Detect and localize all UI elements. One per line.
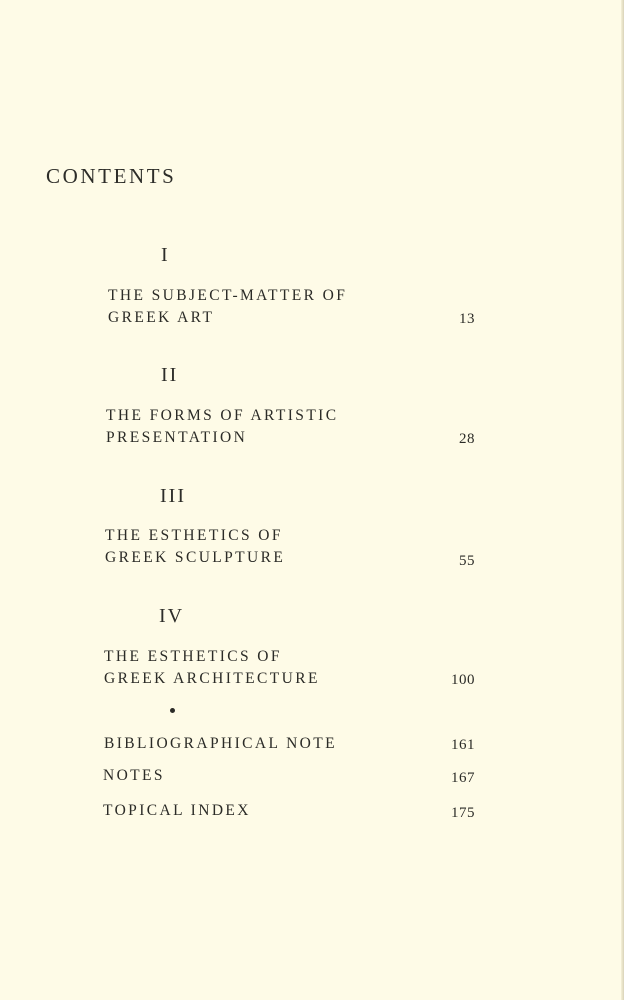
back-matter-title: TOPICAL INDEX bbox=[103, 802, 251, 819]
chapter-title-line-2: GREEK ART bbox=[108, 309, 215, 326]
chapter-title-line-1: THE ESTHETICS OF bbox=[104, 648, 282, 665]
page-number: 100 bbox=[451, 672, 475, 688]
page-number: 13 bbox=[459, 311, 475, 327]
section-separator-bullet-icon bbox=[170, 708, 175, 713]
chapter-title-line-1: THE SUBJECT-MATTER OF bbox=[108, 287, 348, 304]
chapter-title-line-2: GREEK SCULPTURE bbox=[105, 549, 286, 566]
chapter-numeral: I bbox=[161, 244, 170, 266]
chapter-numeral: IV bbox=[159, 605, 185, 627]
page-number: 167 bbox=[451, 770, 475, 786]
chapter-title-line-1: THE FORMS OF ARTISTIC bbox=[106, 407, 339, 424]
chapter-title-line-2: GREEK ARCHITECTURE bbox=[104, 670, 320, 687]
back-matter-title: NOTES bbox=[103, 767, 165, 784]
chapter-numeral: II bbox=[161, 364, 179, 386]
chapter-title-line-2: PRESENTATION bbox=[106, 429, 248, 446]
page-title: CONTENTS bbox=[46, 164, 177, 188]
chapter-title-line-1: THE ESTHETICS OF bbox=[105, 527, 283, 544]
chapter-numeral: III bbox=[160, 485, 186, 507]
back-matter-title: BIBLIOGRAPHICAL NOTE bbox=[104, 735, 337, 752]
page-number: 28 bbox=[459, 431, 475, 447]
page-number: 55 bbox=[459, 553, 475, 569]
page-number: 161 bbox=[451, 737, 475, 753]
page-number: 175 bbox=[451, 805, 475, 821]
